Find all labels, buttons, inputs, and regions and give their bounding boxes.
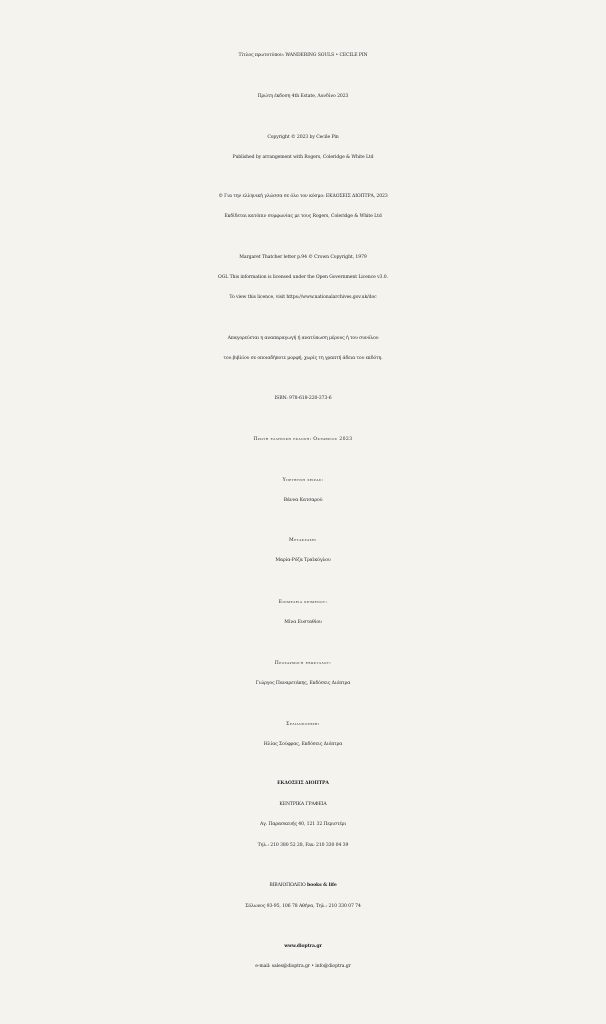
original-title: Τίτλος πρωτοτύπου: WANDERING SOULS • CECILE PIN [238,53,368,58]
licence-url-line: To view this licence, visit https://www.nationalarchives.gov.uk/doc [229,295,377,300]
credit-name-cover: Γιώργος Παναρετάκης, Εκδόσεις Διόπτρα [255,681,351,686]
credit-name-translation: Μαρία-Ρόζα Τραϊκόγλου [275,558,331,563]
greek-rights-line: © Για την ελληνική γλώσσα σε όλο τον κόσμο: ΕΚΔΟΣΕΙΣ ΔΙΟΠΤΡΑ, 2023 [218,194,388,199]
greek-arrangement-line: Εκδίδεται κατόπιν συμφωνίας με τους Rogers, Coleridge & White Ltd [224,214,382,219]
bookstore-label [0,877,606,895]
arrangement-line: Published by arrangement with Rogers, Coleridge & White Ltd [232,155,374,160]
publisher-name: ΕΚΔΟΣΕΙΣ ΔΙΟΠΤΡΑ [277,781,329,786]
reproduction-notice-2: του βιβλίου σε οποιαδήποτε μορφή, χωρίς τη γραπτή άδεια του εκδότη. [223,356,383,361]
credit-role-layout: Σελιδοποιηση: [286,722,320,727]
credit-name-editing: Μίνα Ευσταθίου [284,620,322,625]
website-url: www.dioptra.gr [284,944,322,949]
bookstore-brand: books & life [307,883,337,888]
first-edition: Πρώτη έκδοση 4th Estate, Λονδίνο 2023 [257,94,349,99]
copyright-line: Copyright © 2023 by Cecile Pin [267,135,339,140]
ogl-licence-line: OGL This information is licensed under the Open Government Licence v3.0. [218,275,388,280]
credit-role-translation: Μεταφραση: [289,538,317,543]
bookstore-prefix: ΒΙΒΛΙΟΠΩΛΕΙΟ [269,883,308,888]
credit-name-series: Βάννα Κατσαρού [283,498,323,503]
credit-name-layout: Ηλίας Σούφρας, Εκδόσεις Διόπτρα [263,742,343,747]
publisher-address: Αγ. Παρασκευής 40, 121 32 Περιστέρι [259,822,347,827]
credit-role-editing: Επιμελεια κειμενου: [278,600,328,605]
bookstore-address: Σόλωνος 93-95, 106 78 Αθήνα, Τηλ.: 210 330 07 74 [245,904,361,909]
credit-role-cover: Προσαρμογη εξωφυλλου: [274,661,332,666]
publisher-hq: ΚΕΝΤΡΙΚΑ ΓΡΑΦΕΙΑ [279,802,327,807]
contact-emails: e-mail: sales@dioptra.gr • info@dioptra.gr [255,964,351,969]
thatcher-letter-line: Margaret Thatcher letter p.94 © Crown Copyright, 1979 [239,255,367,260]
credit-role-series: Υπευθυνη σειρας: [282,478,324,483]
greek-first-edition: Πρωτη ελληνικη εκδοση: Οκτωβριος 2023 [253,437,353,442]
isbn: ISBN: 978-618-220-373-6 [274,396,332,401]
publisher-phone-fax: Τηλ.: 210 380 52 28, Fax: 210 330 04 39 [257,843,349,848]
reproduction-notice-1: Απαγορεύεται η αναπαραγωγή ή ανατύπωση μέρους ή του συνόλου [227,336,379,341]
